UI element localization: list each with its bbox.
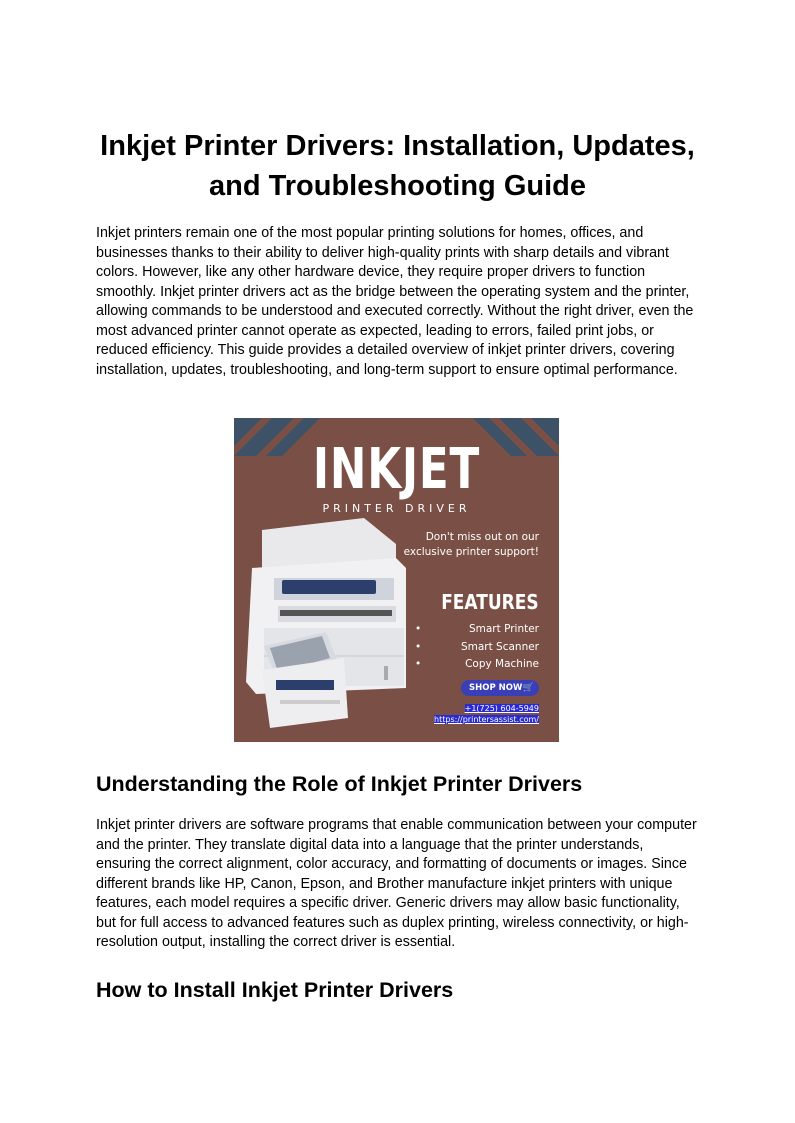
page-title: Inkjet Printer Drivers: Installation, Updates, and Troubleshooting Guide <box>100 130 695 202</box>
bullet-icon: • <box>415 640 422 653</box>
intro-paragraph: Inkjet printers remain one of the most popular printing solutions for homes, offices, and businesses thanks to their ability to deliver high-quality prints with sharp details and vibrant colors. However, like any other hardware device, they require proper drivers to function smoothly. Inkjet printer drivers act as the bridge between the operating system and the printer, allowing commands to be understood and executed correctly. Without the right driver, even the most advanced printer cannot operate as expected, leading to errors, failed print jobs, or reduced efficiency. This guide provides a detailed overview of inkjet printer drivers, covering installation, updates, troubleshooting, and long-term support to ensure optimal performance. <box>96 225 694 378</box>
bullet-icon: • <box>415 658 422 670</box>
shop-now-button: SHOP NOW 🛒 <box>461 680 539 696</box>
ad-features-heading: FEATURES <box>441 590 539 614</box>
bullet-icon: • <box>415 623 422 635</box>
ad-feature-item: • Copy Machine <box>409 656 539 674</box>
role-paragraph: Inkjet printer drivers are software programs that enable communication between your computer and the printer. They translate digital data into a language that the printer understands, ensuring the correct alignment, color accuracy, and formatting of documents or images. Since different brands like HP, Canon, Epson, and Brother manufacture inkjet printers with unique features, each model requires a specific driver. Generic drivers may allow basic functionality, but for full access to advanced features such as duplex printing, wireless connectivity, or high-resolution output, installing the correct driver is essential. <box>96 817 697 950</box>
ad-headline: INKJET <box>312 437 481 502</box>
section-heading-role: Understanding the Role of Inkjet Printer Drivers <box>96 772 583 796</box>
ad-feature-item: • Smart Scanner <box>409 639 539 657</box>
ad-promo-text: Don't miss out on our exclusive printer support! <box>403 531 539 558</box>
ad-feature-item: • Smart Printer <box>409 621 539 639</box>
ad-contact <box>434 703 539 725</box>
section-heading-install: How to Install Inkjet Printer Drivers <box>96 978 454 1002</box>
ad-phone: +1(725) 604-5949 <box>464 704 539 713</box>
inkjet-ad-image <box>234 418 559 742</box>
cart-icon: 🛒 <box>522 683 534 693</box>
ad-subheadline: PRINTER DRIVER <box>322 502 471 515</box>
ad-features-list <box>409 621 539 674</box>
ad-url: https://printersassist.com/ <box>434 715 539 724</box>
